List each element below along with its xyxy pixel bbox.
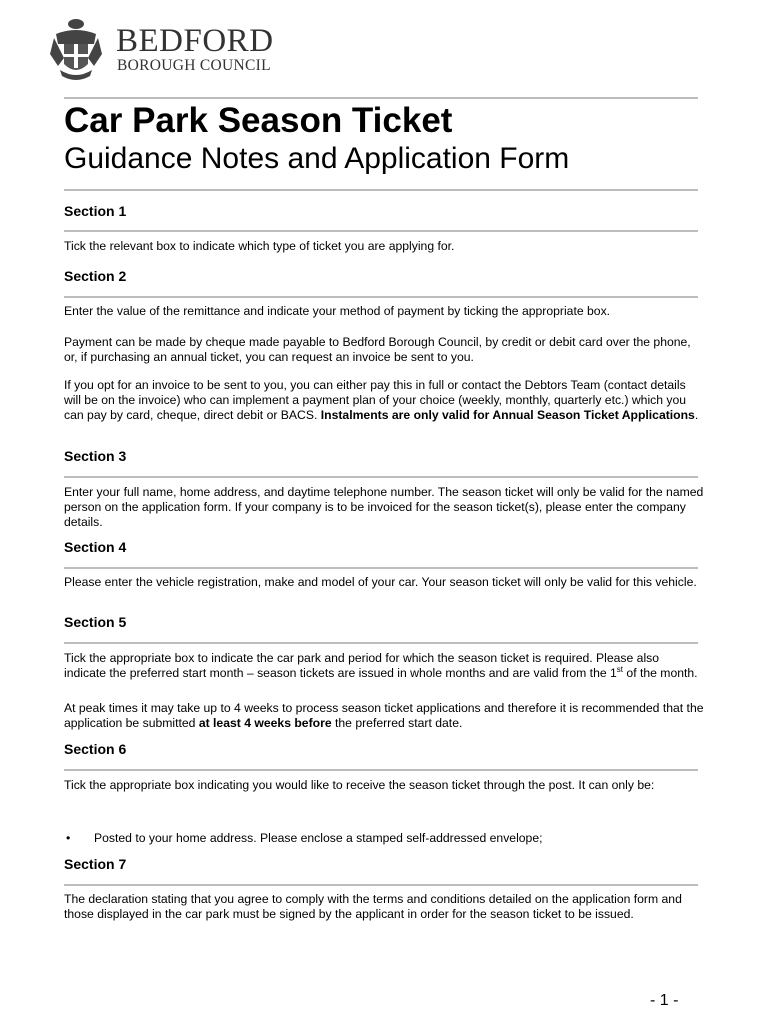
top-divider: [64, 97, 698, 99]
section-5-text-1-b: of the month.: [623, 666, 698, 680]
section-4-heading: Section 4: [64, 539, 127, 555]
section-6-divider: [64, 769, 698, 771]
bullet-icon: •: [66, 831, 71, 845]
section-5-text-2: [64, 701, 704, 731]
section-2-text-3-end: .: [694, 408, 699, 422]
section-5-divider: [64, 642, 698, 644]
section-5-text-2-b: the preferred start date.: [331, 716, 463, 730]
section-7-heading: Section 7: [64, 856, 127, 872]
section-2-divider: [64, 296, 698, 298]
section-5-deadline-note: at least 4 weeks before: [198, 716, 332, 730]
section-3-text: Enter your full name, home address, and daytime telephone number. The season ticket will only be valid for the named person on the application form. If your company is to be invoiced for the season ticket(s), please enter the company details.: [64, 485, 704, 529]
section-1-divider: [64, 230, 698, 232]
section-7-text: The declaration stating that you agree to comply with the terms and conditions detailed on the application form and those displayed in the car park must be signed by the applicant in order for the season ticket to be issued.: [64, 892, 682, 921]
council-logo: [50, 14, 300, 84]
section-2-text-1: Enter the value of the remittance and indicate your method of payment by ticking the appropriate box.: [64, 304, 611, 318]
page-subtitle: Guidance Notes and Application Form: [64, 142, 570, 175]
logo-line2: BOROUGH COUNCIL: [117, 57, 271, 74]
section-4-divider: [64, 567, 698, 569]
section-3-heading: Section 3: [64, 448, 127, 464]
section-3-divider: [64, 476, 698, 478]
section-5-text-1: [64, 651, 704, 681]
page-title: Car Park Season Ticket: [64, 101, 453, 140]
section-1-text: Tick the relevant box to indicate which type of ticket you are applying for.: [64, 239, 455, 253]
section-5-text-2-a: At peak times it may take up to 4 weeks to process season ticket applications and therefore it is recommended that the application be submitted: [64, 701, 704, 730]
title-divider: [64, 189, 698, 191]
section-5-superscript: st: [616, 664, 624, 674]
page-number: - 1 -: [650, 992, 679, 1009]
section-2-heading: Section 2: [64, 268, 127, 284]
section-2-instalments-note: Instalments are only valid for Annual Season Ticket Applications: [320, 408, 695, 422]
section-6-heading: Section 6: [64, 741, 127, 757]
section-6-text: Tick the appropriate box indicating you would like to receive the season ticket through the post. It can only be:: [64, 778, 655, 792]
section-5-text-1-a: Tick the appropriate box to indicate the car park and period for which the season ticket is required. Please also indicate the preferred start month – season tickets are issued in whole months and are valid from the 1: [64, 651, 660, 680]
section-2-text-3-normal: If you opt for an invoice to be sent to you, you can either pay this in full or contact the Debtors Team (contact details will be on the invoice) who can implement a payment plan of your choice (weekly, monthly, quarterly etc.) which you can pay by card, cheque, direct debit or BACS.: [64, 378, 687, 422]
section-2-text-3: [64, 378, 704, 423]
section-7-divider: [64, 884, 698, 886]
logo-line1: BEDFORD: [116, 23, 274, 59]
section-1-heading: Section 1: [64, 203, 127, 219]
section-4-text: Please enter the vehicle registration, make and model of your car. Your season ticket will only be valid for this vehicle.: [64, 575, 697, 589]
section-5-heading: Section 5: [64, 614, 127, 630]
section-6-bullet-text: Posted to your home address. Please enclose a stamped self-addressed envelope;: [94, 831, 543, 845]
section-2-text-2: Payment can be made by cheque made payable to Bedford Borough Council, by credit or debit card over the phone, or, if purchasing an annual ticket, you can request an invoice be sent to you.: [64, 335, 691, 364]
